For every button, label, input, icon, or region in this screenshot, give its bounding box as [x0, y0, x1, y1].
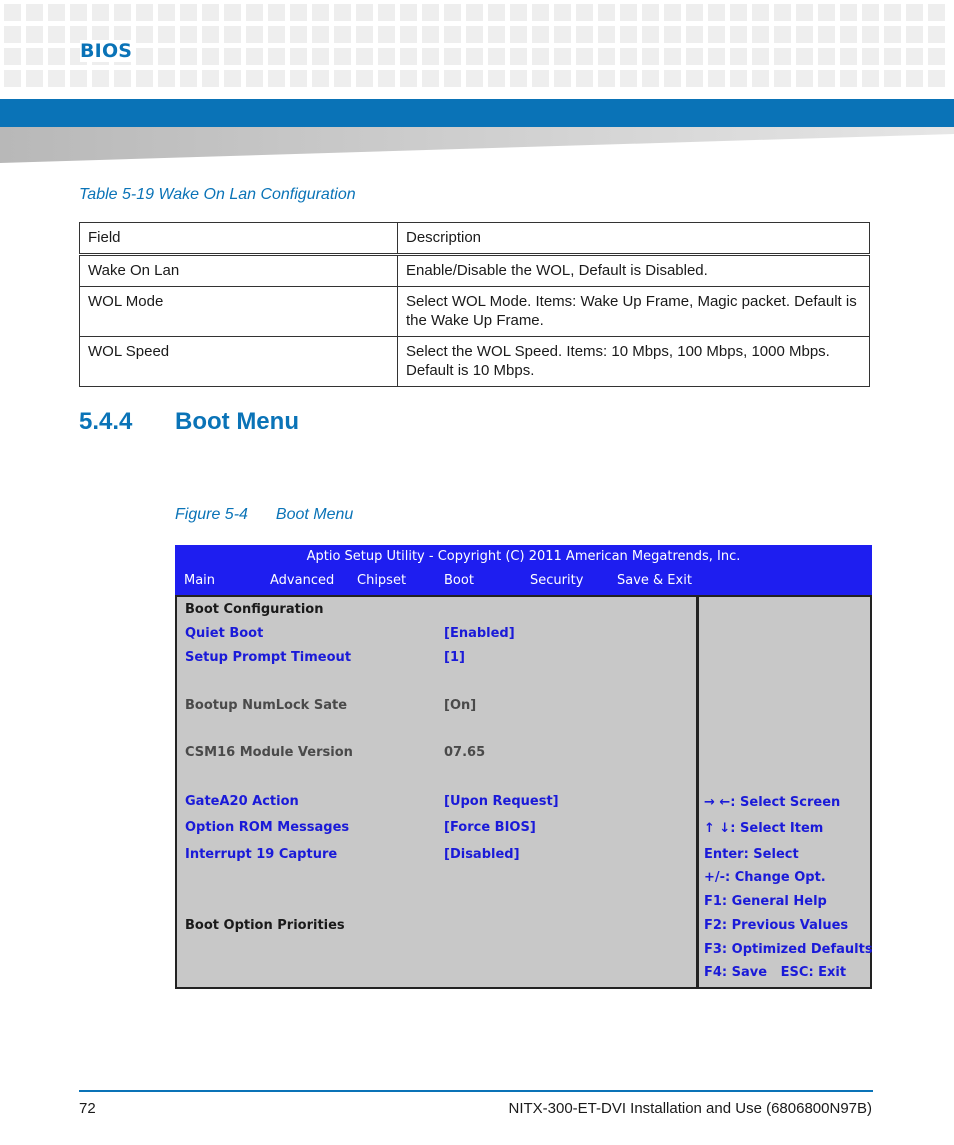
header-pattern-square [730, 48, 747, 65]
header-pattern-square [422, 4, 439, 21]
bios-body [175, 595, 872, 989]
header-pattern-square [686, 26, 703, 43]
header-pattern-square [312, 4, 329, 21]
bios-help-previous-values: F2: Previous Values [704, 918, 849, 933]
header-pattern-square [840, 70, 857, 87]
header-pattern-square [158, 70, 175, 87]
header-pattern-square [796, 4, 813, 21]
header-pattern-square [48, 70, 65, 87]
header-pattern-square [620, 70, 637, 87]
bios-value-interrupt19[interactable]: [Disabled] [444, 847, 520, 862]
header-pattern-square [906, 4, 923, 21]
table-header-row [80, 223, 870, 255]
header-pattern-square [312, 26, 329, 43]
header-pattern-square [158, 4, 175, 21]
bios-label-csm16-version: CSM16 Module Version [185, 745, 353, 760]
header-pattern-square [906, 70, 923, 87]
header-pattern-square [906, 26, 923, 43]
table-row [80, 337, 870, 387]
header-pattern-square [884, 70, 901, 87]
header-pattern-square [70, 4, 87, 21]
bios-value-rom-messages[interactable]: [Force BIOS] [444, 820, 536, 835]
header-pattern-square [642, 4, 659, 21]
header-pattern-square [378, 4, 395, 21]
bios-option-interrupt19[interactable]: Interrupt 19 Capture [185, 847, 338, 862]
header-pattern-square [466, 4, 483, 21]
header-pattern-square [928, 4, 945, 21]
header-pattern-square [862, 48, 879, 65]
bios-heading-boot-option-priorities: Boot Option Priorities [185, 918, 345, 933]
header-pattern-square [532, 26, 549, 43]
header-pattern-square [290, 4, 307, 21]
bios-help-change-opt: +/-: Change Opt. [704, 870, 826, 885]
header-pattern-square [554, 70, 571, 87]
header-pattern-square [708, 70, 725, 87]
table-header-description: Description [398, 223, 870, 255]
header-pattern-square [246, 4, 263, 21]
section-title: Boot Menu [175, 408, 299, 435]
header-pattern-square [818, 70, 835, 87]
header-pattern-square [510, 48, 527, 65]
header-pattern-square [554, 4, 571, 21]
header-pattern-square [928, 26, 945, 43]
header-pattern-square [246, 26, 263, 43]
bios-option-rom-messages[interactable]: Option ROM Messages [185, 820, 350, 835]
bios-value-csm16-version: 07.65 [444, 745, 486, 760]
header-pattern-square [202, 70, 219, 87]
header-pattern-square [598, 48, 615, 65]
section-heading [79, 408, 299, 436]
header-pattern-square [796, 70, 813, 87]
table-cell-field: WOL Mode [80, 287, 398, 337]
footer-document-title: NITX-300-ET-DVI Installation and Use (6806800N97B) [508, 1100, 872, 1117]
header-pattern-square [576, 70, 593, 87]
header-pattern-square [488, 70, 505, 87]
header-pattern-square [136, 4, 153, 21]
header-pattern-square [620, 4, 637, 21]
bios-help-enter: Enter: Select [704, 847, 799, 862]
header-pattern-square [334, 70, 351, 87]
header-pattern-square [730, 26, 747, 43]
header-pattern-square [48, 4, 65, 21]
figure-title: Boot Menu [275, 506, 354, 523]
header-pattern-square [928, 70, 945, 87]
bios-option-gatea20[interactable]: GateA20 Action [185, 794, 299, 809]
header-pattern-square [884, 48, 901, 65]
header-pattern-square [422, 48, 439, 65]
bios-divider [696, 597, 699, 987]
header-pattern-square [906, 48, 923, 65]
header-pattern-square [488, 48, 505, 65]
header-blue-bar [0, 99, 954, 127]
header-pattern-square [620, 48, 637, 65]
header-pattern-square [400, 26, 417, 43]
table-header-field: Field [80, 223, 398, 255]
footer-page-number: 72 [79, 1100, 96, 1117]
header-pattern-square [444, 48, 461, 65]
bios-tab-save-exit[interactable]: Save & Exit [617, 573, 692, 588]
header-pattern-square [840, 4, 857, 21]
header-pattern-square [488, 26, 505, 43]
header-pattern-square [180, 26, 197, 43]
header-pattern-square [246, 70, 263, 87]
header-pattern-square [356, 4, 373, 21]
bios-title-bar [175, 545, 872, 595]
header-pattern-square [774, 26, 791, 43]
header-pattern-square [444, 26, 461, 43]
header-pattern-square [708, 48, 725, 65]
header-pattern-square [202, 48, 219, 65]
header-pattern-square [224, 4, 241, 21]
header-pattern-square [708, 26, 725, 43]
header-pattern-square [532, 48, 549, 65]
header-pattern-square [26, 26, 43, 43]
header-pattern-square [158, 48, 175, 65]
header-pattern-square [400, 48, 417, 65]
header-pattern-square [4, 48, 21, 65]
header-pattern-square [180, 4, 197, 21]
header-pattern [0, 0, 954, 96]
header-pattern-square [642, 26, 659, 43]
header-pattern-square [136, 26, 153, 43]
header-pattern-square [862, 70, 879, 87]
header-pattern-square [554, 48, 571, 65]
header-pattern-square [48, 26, 65, 43]
header-pattern-square [752, 4, 769, 21]
header-pattern-square [400, 70, 417, 87]
table-cell-description: Select the WOL Speed. Items: 10 Mbps, 100 Mbps, 1000 Mbps. Default is 10 Mbps. [398, 337, 870, 387]
header-pattern-square [840, 26, 857, 43]
header-pattern-square [598, 26, 615, 43]
header-pattern-square [312, 48, 329, 65]
header-pattern-square [224, 48, 241, 65]
header-pattern-square [576, 4, 593, 21]
header-pattern-square [510, 4, 527, 21]
header-pattern-square [290, 70, 307, 87]
header-pattern-square [818, 4, 835, 21]
header-pattern-square [334, 26, 351, 43]
header-pattern-square [730, 70, 747, 87]
table-cell-description: Enable/Disable the WOL, Default is Disabled. [398, 255, 870, 287]
header-pattern-square [686, 48, 703, 65]
header-pattern-square [444, 4, 461, 21]
header-pattern-square [664, 26, 681, 43]
header-pattern-square [598, 70, 615, 87]
table-caption: Table 5-19 Wake On Lan Configuration [79, 186, 356, 203]
table-cell-description: Select WOL Mode. Items: Wake Up Frame, Magic packet. Default is the Wake Up Frame. [398, 287, 870, 337]
header-pattern-square [576, 48, 593, 65]
header-title: BIOS [80, 40, 136, 62]
header-pattern-square [686, 70, 703, 87]
header-pattern-square [268, 4, 285, 21]
header-pattern-square [114, 4, 131, 21]
figure-caption [175, 506, 353, 524]
bios-copyright: Aptio Setup Utility - Copyright (C) 2011 American Megatrends, Inc. [306, 549, 741, 564]
header-pattern-graphic [0, 0, 954, 96]
header-pattern-square [202, 4, 219, 21]
table-row [80, 255, 870, 287]
header-pattern-square [356, 70, 373, 87]
header-grey-wedge [0, 127, 954, 163]
header-pattern-square [290, 26, 307, 43]
header-pattern-square [796, 48, 813, 65]
header-pattern-square [620, 26, 637, 43]
header-pattern-square [466, 26, 483, 43]
bios-value-quiet-boot[interactable]: [Enabled] [444, 626, 515, 641]
bios-help-save-exit: F4: Save ESC: Exit [704, 965, 847, 980]
header-pattern-square [532, 4, 549, 21]
header-pattern-square [180, 70, 197, 87]
figure-label: Figure 5-4 [175, 506, 248, 523]
header-pattern-square [774, 48, 791, 65]
bios-help-select-item: ↑ ↓: Select Item [704, 821, 824, 836]
bios-tab-boot[interactable]: Boot [444, 573, 474, 588]
header-pattern-square [92, 4, 109, 21]
header-pattern-square [884, 4, 901, 21]
bios-screenshot [175, 545, 872, 989]
header-pattern-square [752, 26, 769, 43]
header-pattern-square [290, 48, 307, 65]
bios-value-setup-prompt-timeout[interactable]: [1] [444, 650, 465, 665]
bios-help-general-help: F1: General Help [704, 894, 827, 909]
header-pattern-square [268, 48, 285, 65]
header-pattern-square [246, 48, 263, 65]
footer-rule [79, 1090, 873, 1092]
header-pattern-square [334, 48, 351, 65]
header-pattern-square [224, 26, 241, 43]
header-pattern-square [26, 4, 43, 21]
header-pattern-square [576, 26, 593, 43]
wol-table [79, 222, 870, 387]
header-pattern-square [884, 26, 901, 43]
header-pattern-square [334, 4, 351, 21]
header-pattern-square [378, 70, 395, 87]
header-pattern-square [422, 70, 439, 87]
bios-help-select-screen: → ←: Select Screen [704, 795, 841, 810]
bios-help-optimized-defaults: F3: Optimized Defaults [704, 942, 873, 957]
header-pattern-square [862, 26, 879, 43]
header-pattern-square [708, 4, 725, 21]
header-pattern-square [400, 4, 417, 21]
header-pattern-square [4, 26, 21, 43]
bios-tab-chipset[interactable]: Chipset [357, 573, 407, 588]
header-pattern-square [664, 70, 681, 87]
bios-option-numlock: Bootup NumLock Sate [185, 698, 348, 713]
header-pattern-square [642, 48, 659, 65]
header-pattern-square [818, 26, 835, 43]
header-pattern-square [180, 48, 197, 65]
bios-heading-boot-configuration: Boot Configuration [185, 602, 324, 617]
table-cell-field: Wake On Lan [80, 255, 398, 287]
header-pattern-square [796, 26, 813, 43]
header-pattern-square [268, 26, 285, 43]
bios-option-quiet-boot[interactable]: Quiet Boot [185, 626, 264, 641]
header-pattern-square [48, 48, 65, 65]
header-pattern-square [664, 4, 681, 21]
bios-value-gatea20[interactable]: [Upon Request] [444, 794, 559, 809]
header-pattern-square [202, 26, 219, 43]
bios-option-setup-prompt-timeout[interactable]: Setup Prompt Timeout [185, 650, 352, 665]
header-pattern-square [774, 4, 791, 21]
header-pattern-square [686, 4, 703, 21]
header-pattern-square [510, 26, 527, 43]
header-pattern-square [510, 70, 527, 87]
header-pattern-square [158, 26, 175, 43]
header-pattern-square [730, 4, 747, 21]
header-pattern-square [4, 70, 21, 87]
header-pattern-square [4, 4, 21, 21]
header-pattern-square [136, 70, 153, 87]
header-pattern-square [224, 70, 241, 87]
bios-tab-security[interactable]: Security [530, 573, 584, 588]
header-pattern-square [378, 26, 395, 43]
header-pattern-square [928, 48, 945, 65]
header-pattern-square [268, 70, 285, 87]
header-pattern-square [752, 48, 769, 65]
header-pattern-square [862, 4, 879, 21]
header-pattern-square [356, 26, 373, 43]
header-pattern-square [26, 70, 43, 87]
header-pattern-square [312, 70, 329, 87]
header-pattern-square [444, 70, 461, 87]
bios-value-numlock: [On] [444, 698, 477, 713]
header-pattern-square [840, 48, 857, 65]
section-number: 5.4.4 [79, 408, 133, 435]
header-pattern-square [114, 70, 131, 87]
bios-tab-advanced[interactable]: Advanced [270, 573, 335, 588]
header-pattern-square [488, 4, 505, 21]
header-pattern-square [70, 70, 87, 87]
table-cell-field: WOL Speed [80, 337, 398, 387]
header-pattern-square [598, 4, 615, 21]
header-pattern-square [818, 48, 835, 65]
header-pattern-square [26, 48, 43, 65]
header-pattern-square [378, 48, 395, 65]
header-pattern-square [422, 26, 439, 43]
header-pattern-square [664, 48, 681, 65]
header-pattern-square [554, 26, 571, 43]
header-pattern-square [136, 48, 153, 65]
table-row [80, 287, 870, 337]
header-pattern-square [532, 70, 549, 87]
header-pattern-square [92, 70, 109, 87]
header-pattern-square [356, 48, 373, 65]
header-pattern-square [466, 48, 483, 65]
header-pattern-square [752, 70, 769, 87]
header-pattern-square [642, 70, 659, 87]
header-pattern-square [774, 70, 791, 87]
header-pattern-square [466, 70, 483, 87]
bios-tab-main[interactable]: Main [184, 573, 216, 588]
